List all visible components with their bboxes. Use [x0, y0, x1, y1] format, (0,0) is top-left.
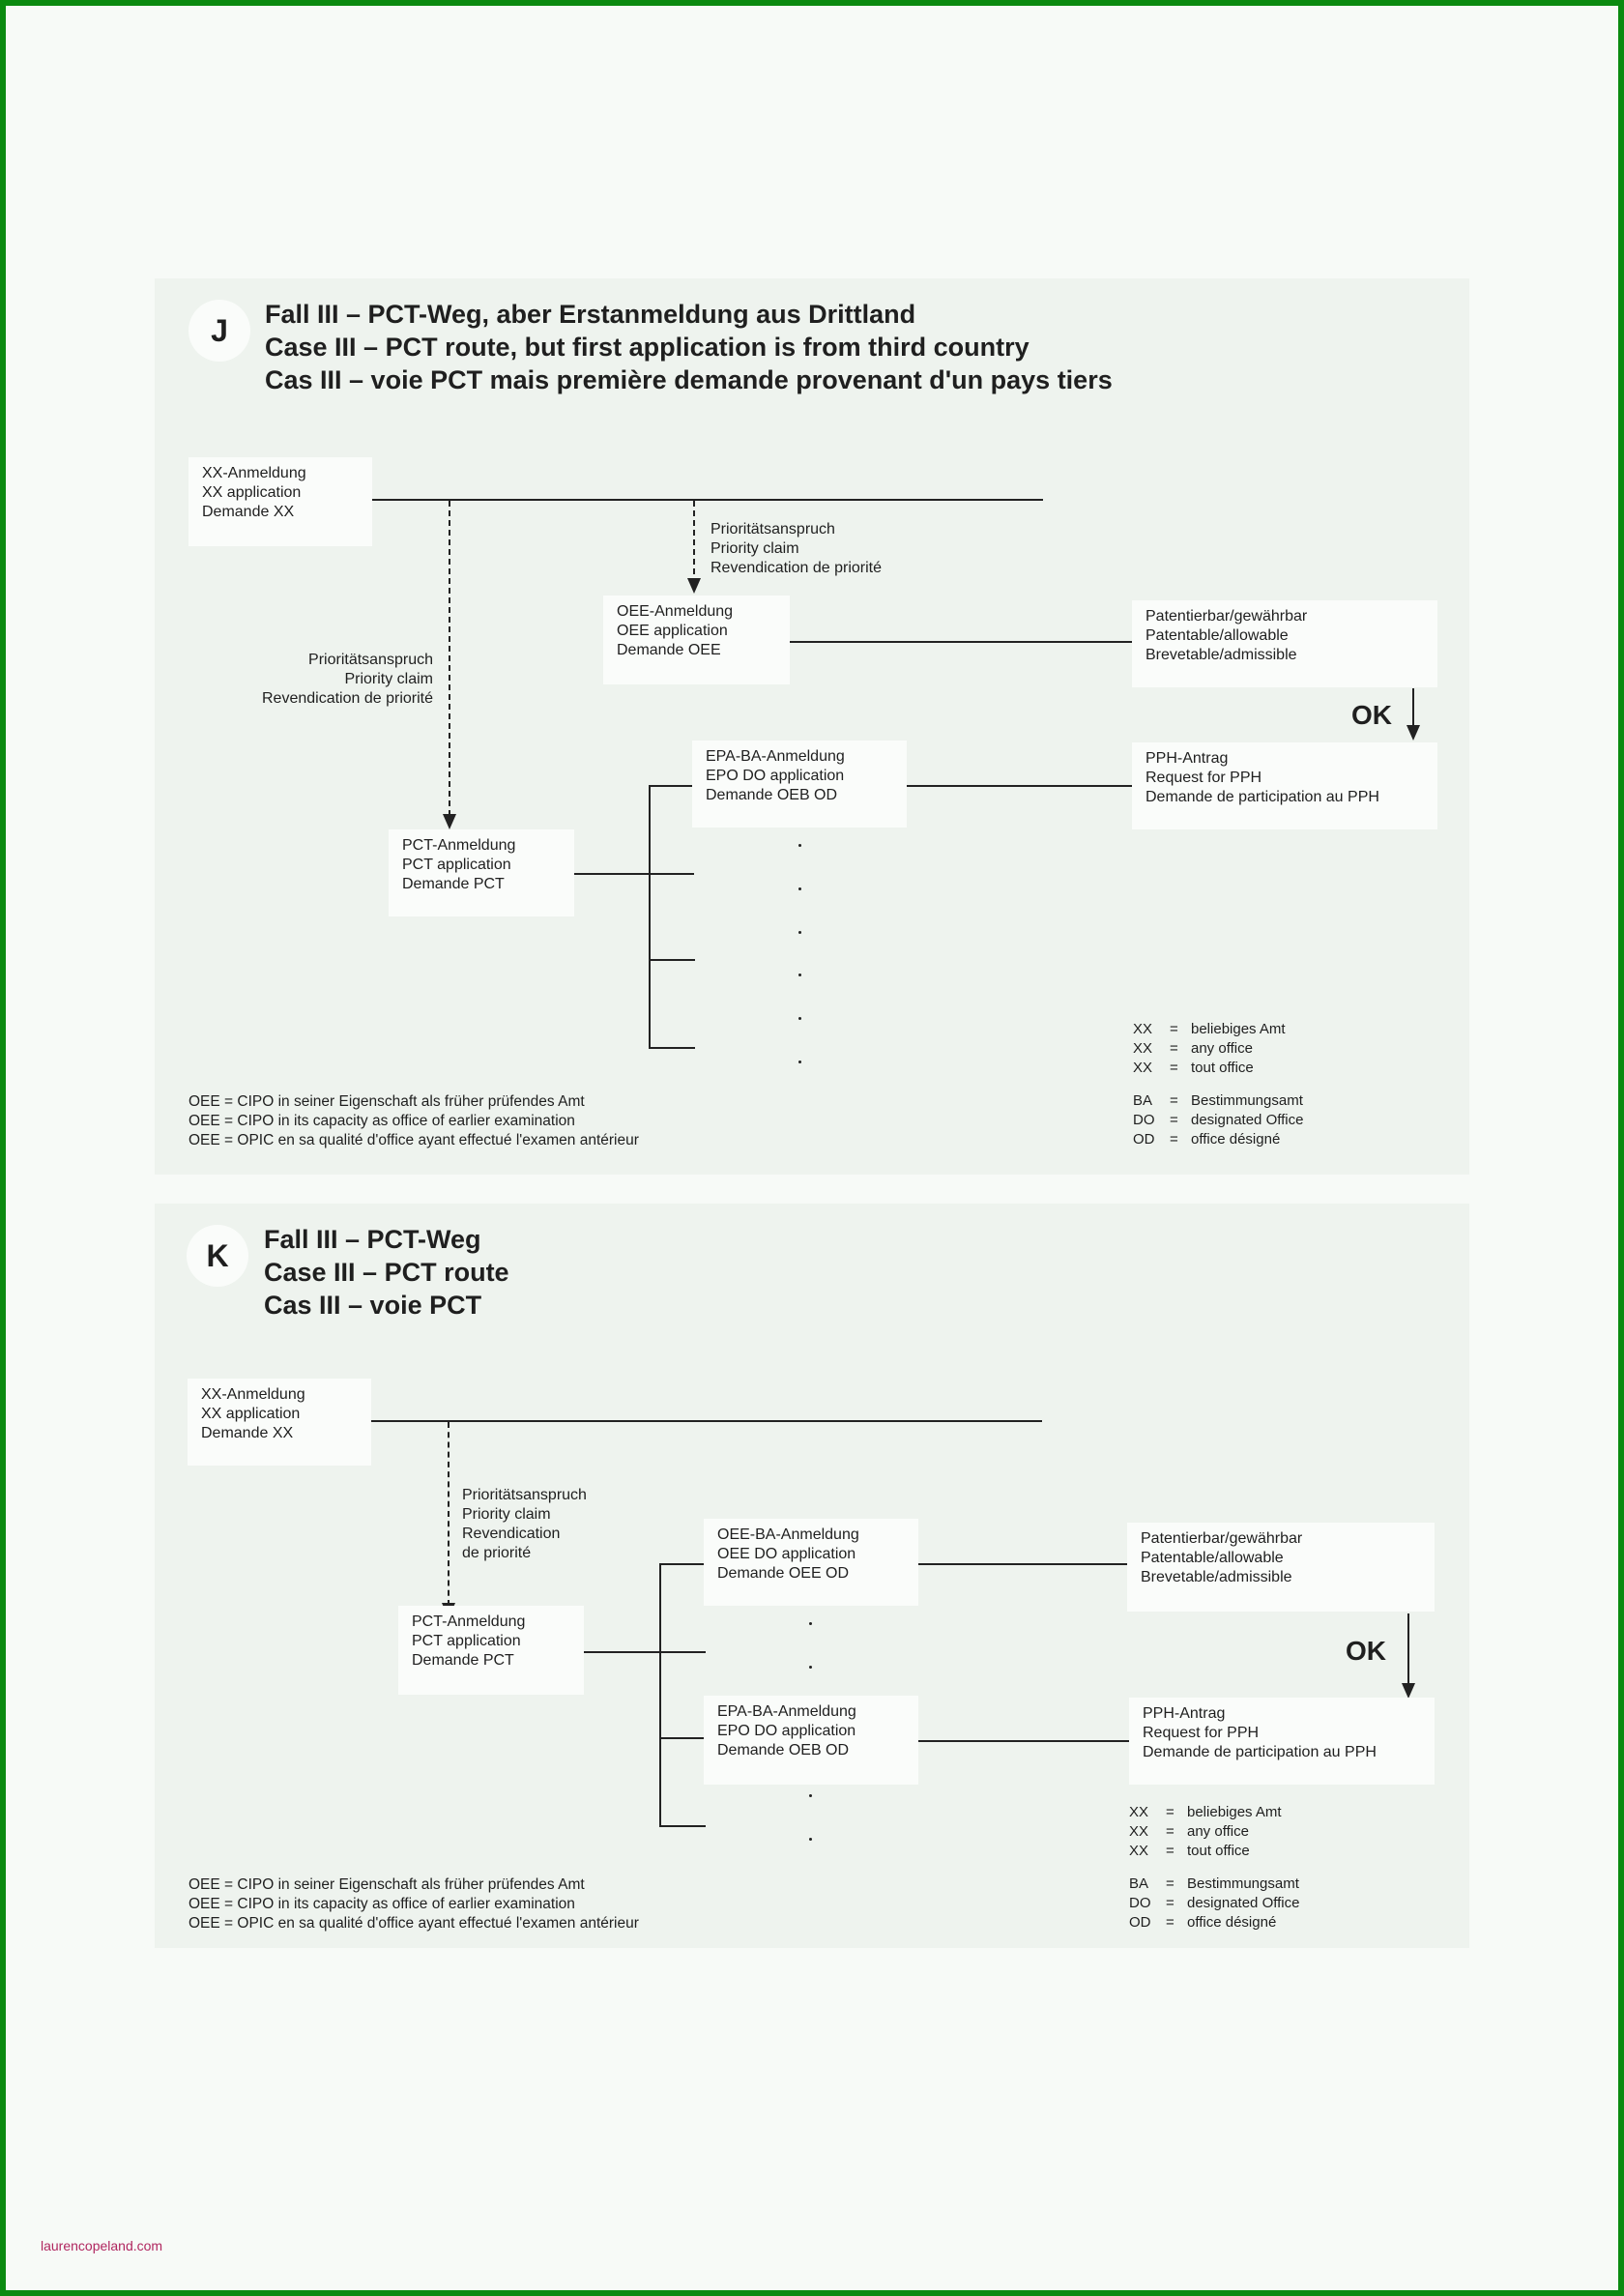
ok-label: OK — [1351, 700, 1392, 730]
label-line: Revendication de priorité — [262, 690, 433, 707]
legend-row — [1133, 1111, 1303, 1130]
note-line: OEE = OPIC en sa qualité d'office ayant effectué l'examen antérieur — [188, 1915, 639, 1932]
ok-arrow-line — [1407, 1613, 1409, 1693]
priority-dashed-line — [448, 1422, 450, 1606]
legend-eq: = — [1170, 1021, 1178, 1037]
legend-ba — [1133, 1091, 1303, 1149]
title-de: Fall III – PCT-Weg, aber Erstanmeldung aus Drittland — [265, 300, 916, 329]
legend-value: tout office — [1187, 1843, 1250, 1859]
note-line: OEE = OPIC en sa qualité d'office ayant effectué l'examen antérieur — [188, 1132, 639, 1148]
legend-key: OD — [1133, 1131, 1155, 1148]
box-line: OEE-Anmeldung — [617, 603, 734, 620]
branch-trunk — [659, 1563, 661, 1827]
box-line: PPH-Antrag — [1146, 750, 1229, 767]
oee-footnote — [188, 1092, 639, 1150]
title-en: Case III – PCT route — [264, 1258, 509, 1287]
pct-branch-line — [584, 1651, 706, 1653]
box-line: EPO DO application — [717, 1723, 856, 1739]
legend-key: BA — [1129, 1875, 1149, 1892]
ok-label: OK — [1346, 1636, 1386, 1666]
box-line: Patentierbar/gewährbar — [1146, 608, 1308, 625]
pct-application-box — [398, 1606, 584, 1695]
branch-tick — [659, 1563, 706, 1565]
legend-value: beliebiges Amt — [1187, 1804, 1282, 1820]
box-line: Demande PCT — [412, 1652, 514, 1669]
legend-value: office désigné — [1191, 1131, 1281, 1148]
epa-do-application-box — [692, 741, 907, 828]
priority-claim-label-top — [710, 520, 882, 578]
legend-row — [1129, 1913, 1299, 1933]
ellipsis-dot — [809, 1666, 812, 1669]
legend-row — [1133, 1130, 1303, 1149]
label-line: Priority claim — [344, 671, 433, 687]
legend-row — [1129, 1803, 1282, 1822]
legend-row — [1133, 1059, 1286, 1078]
label-line: Priority claim — [710, 540, 799, 557]
legend-key: XX — [1129, 1823, 1149, 1840]
legend-value: Bestimmungsamt — [1187, 1875, 1299, 1892]
legend-row — [1133, 1020, 1286, 1039]
panel-j-title — [265, 298, 1113, 396]
priority-claim-label-left — [193, 651, 433, 709]
legend-key: XX — [1133, 1060, 1153, 1076]
panel-j-badge: J — [188, 300, 250, 362]
box-line: PPH-Antrag — [1143, 1705, 1226, 1722]
legend-eq: = — [1170, 1092, 1178, 1109]
legend-row — [1129, 1822, 1282, 1842]
legend-eq: = — [1170, 1131, 1178, 1148]
legend-eq: = — [1170, 1112, 1178, 1128]
box-line: Patentable/allowable — [1141, 1550, 1284, 1566]
legend-value: Bestimmungsamt — [1191, 1092, 1303, 1109]
patentable-box — [1132, 600, 1437, 687]
epa-to-pph-line — [907, 785, 1134, 787]
branch-trunk — [649, 785, 651, 1049]
legend-key: XX — [1133, 1021, 1153, 1037]
box-line: Demande XX — [202, 504, 295, 520]
branch-tick — [659, 1825, 706, 1827]
label-line: Prioritätsanspruch — [308, 652, 433, 668]
legend-key: DO — [1129, 1895, 1151, 1911]
ok-arrow — [1406, 725, 1420, 741]
legend-eq: = — [1166, 1843, 1174, 1859]
ellipsis-dot — [798, 974, 801, 976]
branch-tick — [659, 1737, 706, 1739]
legend-value: any office — [1187, 1823, 1249, 1840]
note-line: OEE = CIPO in its capacity as office of earlier examination — [188, 1113, 575, 1129]
pct-branch-line — [574, 873, 694, 875]
label-line: Revendication — [462, 1526, 561, 1542]
legend-key: XX — [1133, 1040, 1153, 1057]
box-line: Request for PPH — [1143, 1725, 1260, 1741]
ellipsis-dot — [798, 887, 801, 890]
box-line: XX application — [202, 484, 302, 501]
legend-key: BA — [1133, 1092, 1153, 1109]
xx-main-line — [372, 499, 1043, 501]
box-line: OEE DO application — [717, 1546, 856, 1562]
legend-xx — [1129, 1803, 1282, 1861]
label-line: Prioritätsanspruch — [462, 1487, 587, 1503]
box-line: EPA-BA-Anmeldung — [706, 748, 845, 765]
legend-ba — [1129, 1875, 1299, 1933]
box-line: XX-Anmeldung — [202, 465, 306, 481]
note-line: OEE = CIPO in seiner Eigenschaft als früher prüfendes Amt — [188, 1876, 585, 1893]
title-en: Case III – PCT route, but first application is from third country — [265, 333, 1030, 362]
legend-key: XX — [1129, 1843, 1149, 1859]
ellipsis-dot — [809, 1838, 812, 1841]
legend-value: tout office — [1191, 1060, 1254, 1076]
oee-do-application-box — [704, 1519, 918, 1606]
ellipsis-dot — [809, 1794, 812, 1797]
legend-row — [1133, 1091, 1303, 1111]
xx-application-box — [188, 1379, 371, 1466]
title-fr: Cas III – voie PCT mais première demande provenant d'un pays tiers — [265, 365, 1113, 394]
box-line: XX-Anmeldung — [201, 1386, 305, 1403]
legend-row — [1129, 1875, 1299, 1894]
legend-value: any office — [1191, 1040, 1253, 1057]
legend-eq: = — [1166, 1804, 1174, 1820]
legend-eq: = — [1166, 1875, 1174, 1892]
box-line: PCT-Anmeldung — [402, 837, 516, 854]
label-line: Prioritätsanspruch — [710, 521, 835, 538]
box-line: EPO DO application — [706, 768, 845, 784]
oee-to-patentable-line — [790, 641, 1134, 643]
box-line: Demande de participation au PPH — [1146, 789, 1379, 805]
legend-value: beliebiges Amt — [1191, 1021, 1286, 1037]
label-line: Revendication de priorité — [710, 560, 882, 576]
arrow-to-oee — [687, 578, 701, 594]
ellipsis-dot — [798, 1061, 801, 1063]
arrow-to-pct — [443, 814, 456, 829]
legend-row — [1133, 1039, 1286, 1059]
note-line: OEE = CIPO in seiner Eigenschaft als früher prüfendes Amt — [188, 1093, 585, 1110]
patentable-box — [1127, 1523, 1435, 1612]
epa-do-application-box — [704, 1696, 918, 1785]
box-line: Demande de participation au PPH — [1143, 1744, 1377, 1760]
box-line: OEE-BA-Anmeldung — [717, 1526, 859, 1543]
box-line: Patentierbar/gewährbar — [1141, 1530, 1303, 1547]
xx-main-line — [371, 1420, 1042, 1422]
box-line: Patentable/allowable — [1146, 627, 1289, 644]
box-line: Demande OEB OD — [706, 787, 838, 803]
box-line: Brevetable/admissible — [1146, 647, 1297, 663]
ellipsis-dot — [798, 931, 801, 934]
pph-request-box — [1129, 1698, 1435, 1785]
ellipsis-dot — [798, 844, 801, 847]
legend-value: office désigné — [1187, 1914, 1277, 1931]
box-line: PCT-Anmeldung — [412, 1613, 526, 1630]
label-line: de priorité — [462, 1545, 532, 1561]
note-line: OEE = CIPO in its capacity as office of earlier examination — [188, 1896, 575, 1912]
title-fr: Cas III – voie PCT — [264, 1291, 482, 1320]
box-line: OEE application — [617, 623, 728, 639]
legend-value: designated Office — [1191, 1112, 1304, 1128]
box-line: Demande OEB OD — [717, 1742, 850, 1758]
priority-dashed-line — [693, 501, 695, 574]
ellipsis-dot — [798, 1017, 801, 1020]
box-line: PCT application — [412, 1633, 521, 1649]
legend-eq: = — [1170, 1060, 1178, 1076]
legend-xx — [1133, 1020, 1286, 1078]
box-line: Request for PPH — [1146, 770, 1262, 786]
priority-dashed-line — [449, 501, 450, 816]
oee-ba-to-patentable-line — [918, 1563, 1129, 1565]
ok-arrow — [1402, 1683, 1415, 1699]
panel-k-title — [264, 1223, 509, 1322]
branch-tick — [649, 959, 695, 961]
legend-key: OD — [1129, 1914, 1151, 1931]
legend-eq: = — [1170, 1040, 1178, 1057]
ellipsis-dot — [809, 1622, 812, 1625]
box-line: Demande PCT — [402, 876, 505, 892]
box-line: XX application — [201, 1406, 301, 1422]
legend-eq: = — [1166, 1823, 1174, 1840]
legend-key: XX — [1129, 1804, 1149, 1820]
panel-k-badge: K — [187, 1225, 248, 1287]
pph-request-box — [1132, 742, 1437, 829]
legend-row — [1129, 1842, 1282, 1861]
branch-tick — [649, 1047, 695, 1049]
legend-eq: = — [1166, 1914, 1174, 1931]
box-line: Brevetable/admissible — [1141, 1569, 1292, 1585]
priority-claim-label — [462, 1486, 587, 1563]
legend-eq: = — [1166, 1895, 1174, 1911]
watermark: laurencopeland.com — [41, 2238, 163, 2253]
box-line: EPA-BA-Anmeldung — [717, 1703, 856, 1720]
box-line: Demande OEE — [617, 642, 721, 658]
legend-value: designated Office — [1187, 1895, 1300, 1911]
xx-application-box — [188, 457, 372, 546]
legend-key: DO — [1133, 1112, 1155, 1128]
oee-footnote — [188, 1875, 639, 1933]
box-line: PCT application — [402, 857, 511, 873]
epa-to-pph-line — [918, 1740, 1129, 1742]
box-line: Demande XX — [201, 1425, 294, 1441]
label-line: Priority claim — [462, 1506, 551, 1523]
pct-application-box — [389, 829, 574, 916]
box-line: Demande OEE OD — [717, 1565, 850, 1582]
oee-application-box — [603, 596, 790, 684]
branch-tick — [649, 785, 695, 787]
title-de: Fall III – PCT-Weg — [264, 1225, 481, 1254]
legend-row — [1129, 1894, 1299, 1913]
